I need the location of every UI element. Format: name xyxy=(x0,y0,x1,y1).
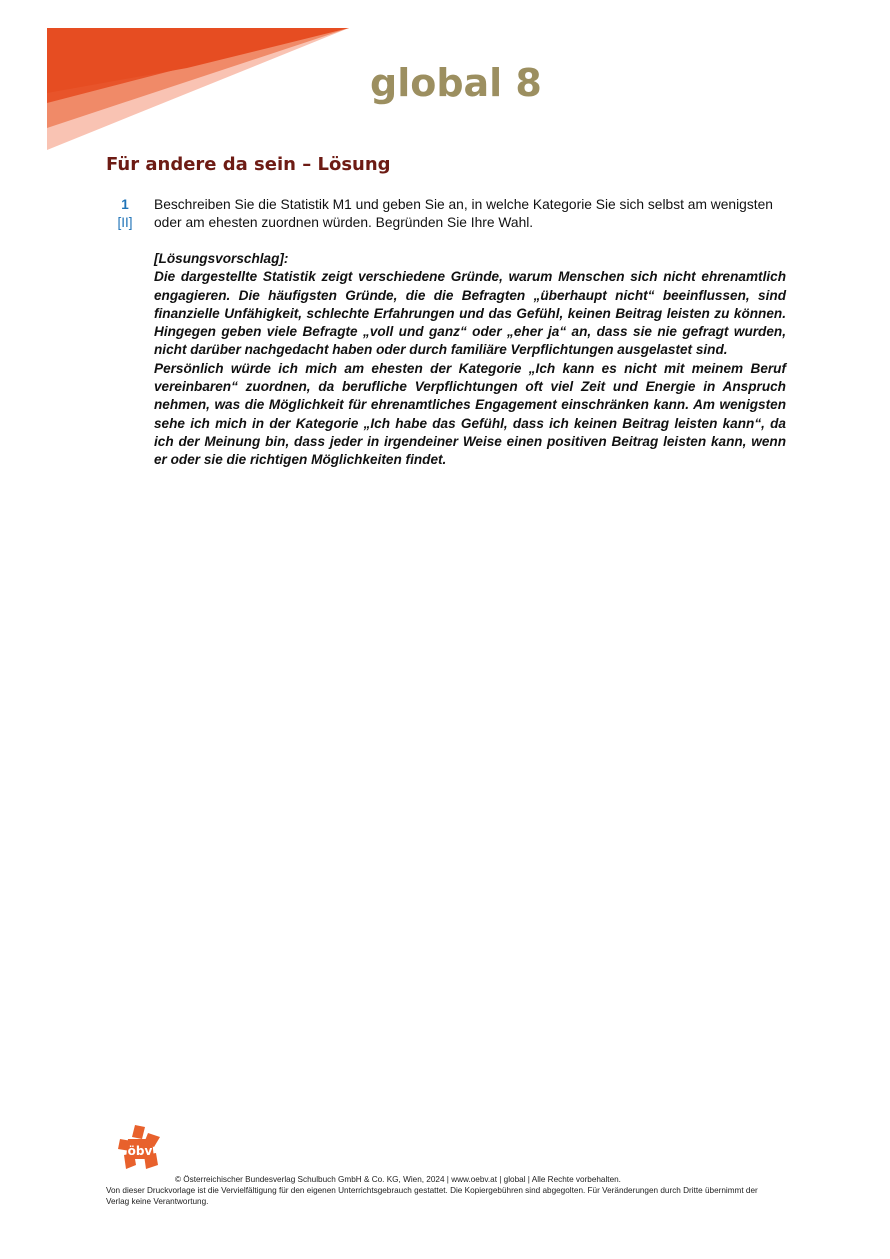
task-number: 1 xyxy=(121,197,129,212)
footer-disclaimer: Von dieser Druckvorlage ist die Vervielfältigung für den eigenen Unterrichtsgebrauch gestattet. Die Kopiergebühren sind abgegolten. Für Veränderungen durch Dritte übernimmt der Verlag keine Verantwortung. xyxy=(106,1186,758,1206)
solution-block xyxy=(154,250,786,470)
solution-paragraph-2: Persönlich würde ich mich am ehesten der Kategorie „Ich kann es nicht mit meinem Beruf vereinbaren“ zuordnen, da berufliche Verpflichtungen oft viel Zeit und Energie in Anspruch nehmen, was die Möglichkeit für ehrenamtliches Engagement einschränken kann. Am wenigsten sehe ich mich in der Kategorie „Ich habe das Gefühl, dass ich keinen Beitrag leisten kann“, da ich der Meinung bin, dass jeder in irgendeiner Weise einen positiven Beitrag leisten kann, wenn er oder sie die richtigen Möglichkeiten findet. xyxy=(154,360,786,468)
solution-paragraph-1: Die dargestellte Statistik zeigt verschiedene Gründe, warum Menschen sich nicht ehrenamtlich engagieren. Die häufigsten Gründe, die die Befragten „überhaupt nicht“ beeinflussen, sind finanzielle Unfähigkeit, schlechte Erfahrungen und das Gefühl, keinen Beitrag leisten zu können. Hingegen geben viele Befragte „voll und ganz“ oder „eher ja“ an, dass sie nie gefragt wurden, nicht darüber nachgedacht haben oder durch familiäre Verpflichtungen ausgelastet sind. xyxy=(154,269,786,358)
footer-copyright: © Österreichischer Bundesverlag Schulbuch GmbH & Co. KG, Wien, 2024 | www.oebv.at | global | Alle Rechte vorbehalten. xyxy=(175,1175,621,1184)
brand-title: global 8 xyxy=(370,61,542,105)
solution-label: [Lösungsvorschlag]: xyxy=(154,251,289,266)
page-title: Für andere da sein – Lösung xyxy=(106,154,391,175)
obv-logo xyxy=(118,1125,162,1171)
svg-text:öbv: öbv xyxy=(127,1144,153,1158)
task-level: [II] xyxy=(117,215,133,230)
header-decoration xyxy=(47,28,349,150)
task-instruction: Beschreiben Sie die Statistik M1 und geben Sie an, in welche Kategorie Sie sich selbst am wenigsten oder am ehesten zuordnen würden. Begründen Sie Ihre Wahl. xyxy=(154,197,773,231)
